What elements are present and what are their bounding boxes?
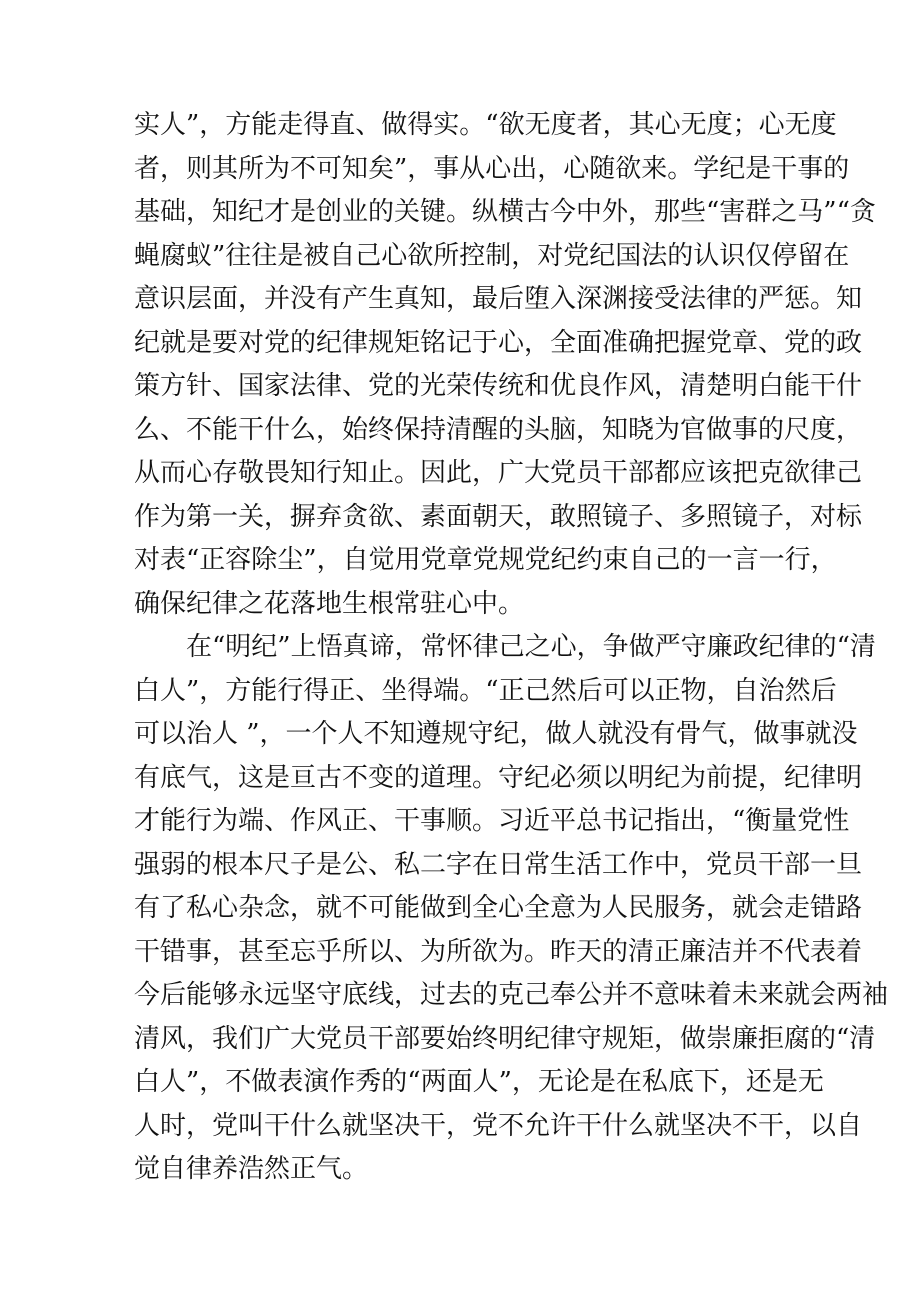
text-line: 意识层面，并没有产生真知，最后堕入深渊接受法律的严惩。知: [134, 284, 863, 314]
paragraph-2: [134, 626, 889, 1192]
text-line: 作为第一关，摒弃贪欲、素面朝天，敢照镜子、多照镜子，对标: [134, 501, 863, 532]
text-line: 白人”，方能行得正、坐得端。“正己然后可以正物，自治然后: [134, 675, 837, 706]
text-line: 白人”，不做表演作秀的“两面人”，无论是在私底下，还是无: [134, 1067, 824, 1097]
text-line: 有底气，这是亘古不变的道理。守纪必须以明纪为前提，纪律明: [134, 762, 863, 793]
text-line: 策方针、国家法律、党的光荣传统和优良作风，清楚明白能干什: [134, 371, 863, 401]
text-line: 对表“正容除尘”，自觉用党章党规党纪约束自己的一言一行，: [134, 545, 837, 575]
text-line: 清风，我们广大党员干部要始终明纪律守规矩，做崇廉拒腐的“清: [134, 1023, 876, 1054]
paragraph-1: [134, 104, 876, 626]
text-line: 人时，党叫干什么就坚决干，党不允许干什么就坚决不干，以自: [134, 1110, 863, 1141]
text-line: 觉自律养浩然正气。: [134, 1154, 369, 1184]
text-line: 基础，知纪才是创业的关键。纵横古今中外，那些“害群之马”“贪: [134, 197, 876, 227]
text-line: 纪就是要对党的纪律规矩铭记于心，全面准确把握党章、党的政: [134, 327, 863, 358]
document-body: [134, 104, 889, 1192]
text-line: 么、不能干什么，始终保持清醒的头脑，知晓为官做事的尺度，: [134, 414, 863, 445]
text-line: 从而心存敬畏知行知止。因此，广大党员干部都应该把克欲律己: [134, 458, 863, 488]
text-line: 者，则其所为不可知矣”，事从心出，心随欲来。学纪是干事的: [134, 153, 850, 184]
text-line: 才能行为端、作风正、干事顺。习近平总书记指出，“衡量党性: [134, 806, 850, 836]
text-line: 实人”，方能走得直、做得实。“欲无度者，其心无度；心无度: [134, 110, 837, 140]
text-line: 在“明纪”上悟真谛，常怀律己之心，争做严守廉政纪律的“清: [134, 632, 876, 662]
text-line: 今后能够永远坚守底线，过去的克己奉公并不意味着未来就会两袖: [134, 980, 889, 1010]
text-line: 可以治人 ”，一个人不知遵规守纪，做人就没有骨气，做事就没: [134, 719, 858, 749]
text-line: 确保纪律之花落地生根常驻心中。: [134, 588, 525, 619]
text-line: 有了私心杂念，就不可能做到全心全意为人民服务，就会走错路: [134, 893, 863, 923]
text-line: 干错事，甚至忘乎所以、为所欲为。昨天的清正廉洁并不代表着: [134, 936, 863, 967]
text-line: 蝇腐蚁”往往是被自己心欲所控制，对党纪国法的认识仅停留在: [134, 240, 850, 271]
text-line: 强弱的根本尺子是公、私二字在日常生活工作中，党员干部一旦: [134, 849, 863, 880]
